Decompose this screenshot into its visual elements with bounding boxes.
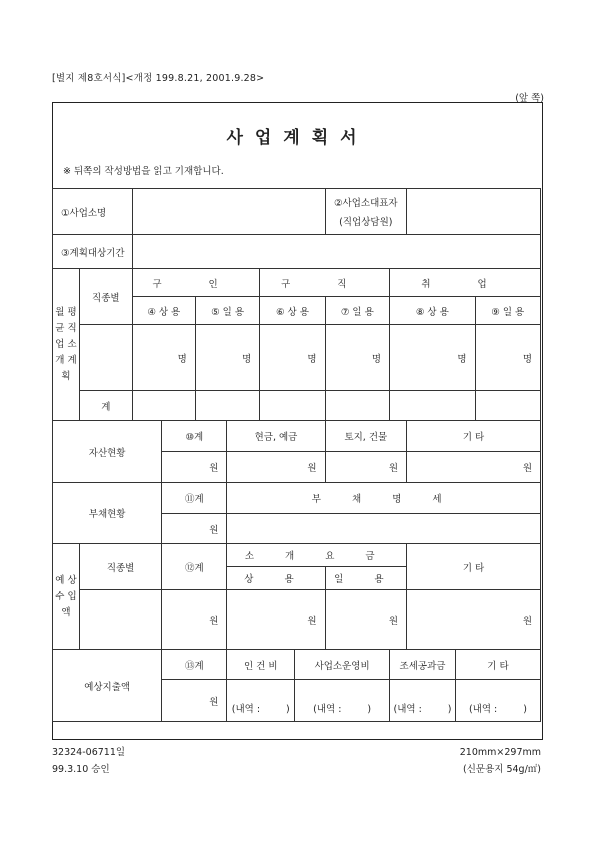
income-job-type-header: 직종별 <box>79 544 161 590</box>
count-cell[interactable]: 명 <box>390 325 475 391</box>
sub-header-daily-1: ⑤ 일 용 <box>195 297 259 325</box>
detail-close: ) <box>286 704 290 715</box>
form-number-label: [별지 제8호서식]<개정 199.8.21, 2001.9.28> <box>52 73 265 84</box>
sub-header-regular-3: ⑧ 상 용 <box>390 297 475 325</box>
expense-col-tax: 조세공과금 <box>390 650 456 680</box>
fee-daily-value[interactable]: 원 <box>325 590 406 650</box>
fee-header: 소 개 요 금 <box>227 544 407 567</box>
income-side-label: 예 상 수 입 액 <box>53 544 80 650</box>
fee-regular-value[interactable]: 원 <box>227 590 325 650</box>
expense-col-other: 기 타 <box>455 650 540 680</box>
income-total-value[interactable]: 원 <box>162 590 227 650</box>
total-cell[interactable] <box>390 391 475 421</box>
total-cell[interactable] <box>132 391 195 421</box>
assets-col-cash: 현금, 예금 <box>227 421 325 452</box>
income-other-header: 기 타 <box>407 544 541 590</box>
expense-detail-tax[interactable] <box>390 680 456 722</box>
footer-right <box>460 744 541 778</box>
expense-col-operation: 사업소운영비 <box>295 650 390 680</box>
employment-header: 취 업 <box>390 269 541 297</box>
representative-label <box>325 189 406 235</box>
plan-period-field[interactable] <box>132 235 540 269</box>
business-name-field[interactable] <box>132 189 325 235</box>
liabilities-label: 부채현황 <box>53 483 162 544</box>
count-cell[interactable]: 명 <box>325 325 390 391</box>
detail-close: ) <box>523 704 527 715</box>
instruction-note: ※ 뒤쪽의 작성방법을 읽고 기재합니다. <box>63 166 224 177</box>
liabilities-detail-header: 부 채 명 세 <box>227 483 541 514</box>
fee-daily-header: 일 용 <box>325 567 406 590</box>
count-cell[interactable]: 명 <box>132 325 195 391</box>
assets-other-value[interactable]: 원 <box>407 452 541 483</box>
sub-header-daily-3: ⑨ 일 용 <box>475 297 541 325</box>
detail-open: (내역 : <box>468 704 498 715</box>
detail-close: ) <box>447 704 452 715</box>
assets-col-land: 토지, 건물 <box>325 421 406 452</box>
footer-left <box>52 744 125 778</box>
sub-header-regular-2: ⑥ 상 용 <box>260 297 325 325</box>
representative-label-main: ②사업소대표자 <box>334 198 398 209</box>
footer-approval-date: 99.3.10 승인 <box>52 764 110 775</box>
assets-land-value[interactable]: 원 <box>325 452 406 483</box>
placement-side-label: 월 평균 직업 소개 계획 <box>53 269 80 421</box>
fee-regular-header: 상 용 <box>227 567 325 590</box>
count-cell[interactable]: 명 <box>195 325 259 391</box>
liabilities-total-value[interactable]: 원 <box>162 514 227 544</box>
assets-cash-value[interactable]: 원 <box>227 452 325 483</box>
business-plan-form <box>52 102 543 740</box>
assets-col-other: 기 타 <box>407 421 541 452</box>
sub-header-regular-1: ④ 상 용 <box>132 297 195 325</box>
expense-label: 예상지출액 <box>53 650 162 722</box>
expense-col-personnel: 인 건 비 <box>227 650 295 680</box>
liabilities-total-label: ⑪계 <box>162 483 227 514</box>
assets-total-value[interactable]: 원 <box>162 452 227 483</box>
placement-job-type-field[interactable] <box>79 325 132 391</box>
assets-total-label: ⑩계 <box>162 421 227 452</box>
total-cell[interactable] <box>195 391 259 421</box>
liabilities-detail-field[interactable] <box>227 514 541 544</box>
recruit-header: 구 인 <box>132 269 260 297</box>
placement-job-type-header: 직종별 <box>79 269 132 325</box>
footer-form-code: 32324-06711일 <box>52 747 126 758</box>
form-table <box>52 188 541 722</box>
detail-close: ) <box>367 704 372 715</box>
income-total-label: ⑫계 <box>162 544 227 590</box>
sub-header-daily-2: ⑦ 일 용 <box>325 297 390 325</box>
count-cell[interactable]: 명 <box>260 325 325 391</box>
expense-detail-other[interactable] <box>455 680 540 722</box>
count-cell[interactable]: 명 <box>475 325 541 391</box>
assets-label: 자산현황 <box>53 421 162 483</box>
expense-total-value[interactable]: 원 <box>162 680 227 722</box>
total-cell[interactable] <box>475 391 541 421</box>
plan-period-label: ③계획대상기간 <box>53 235 133 269</box>
representative-field[interactable] <box>407 189 541 235</box>
expense-detail-operation[interactable] <box>295 680 390 722</box>
representative-label-sub: (직업상담원) <box>339 217 393 228</box>
expense-total-label: ⑬계 <box>162 650 227 680</box>
income-other-value[interactable]: 원 <box>407 590 541 650</box>
total-cell[interactable] <box>325 391 390 421</box>
business-name-label: ①사업소명 <box>53 189 133 235</box>
income-job-type-field[interactable] <box>79 590 161 650</box>
footer-paper-size: 210mm×297mm <box>459 747 541 758</box>
form-title: 사업계획서 <box>226 128 369 148</box>
expense-detail-personnel[interactable] <box>227 680 295 722</box>
detail-open: (내역 : <box>313 704 342 715</box>
jobseek-header: 구 직 <box>260 269 390 297</box>
detail-open: (내역 : <box>393 704 422 715</box>
footer-paper-type: (신문용지 54g/㎡) <box>463 764 541 775</box>
detail-open: (내역 : <box>231 704 261 715</box>
placement-total-label: 계 <box>79 391 132 421</box>
total-cell[interactable] <box>260 391 325 421</box>
page-side-label: (앞 쪽) <box>515 93 544 104</box>
